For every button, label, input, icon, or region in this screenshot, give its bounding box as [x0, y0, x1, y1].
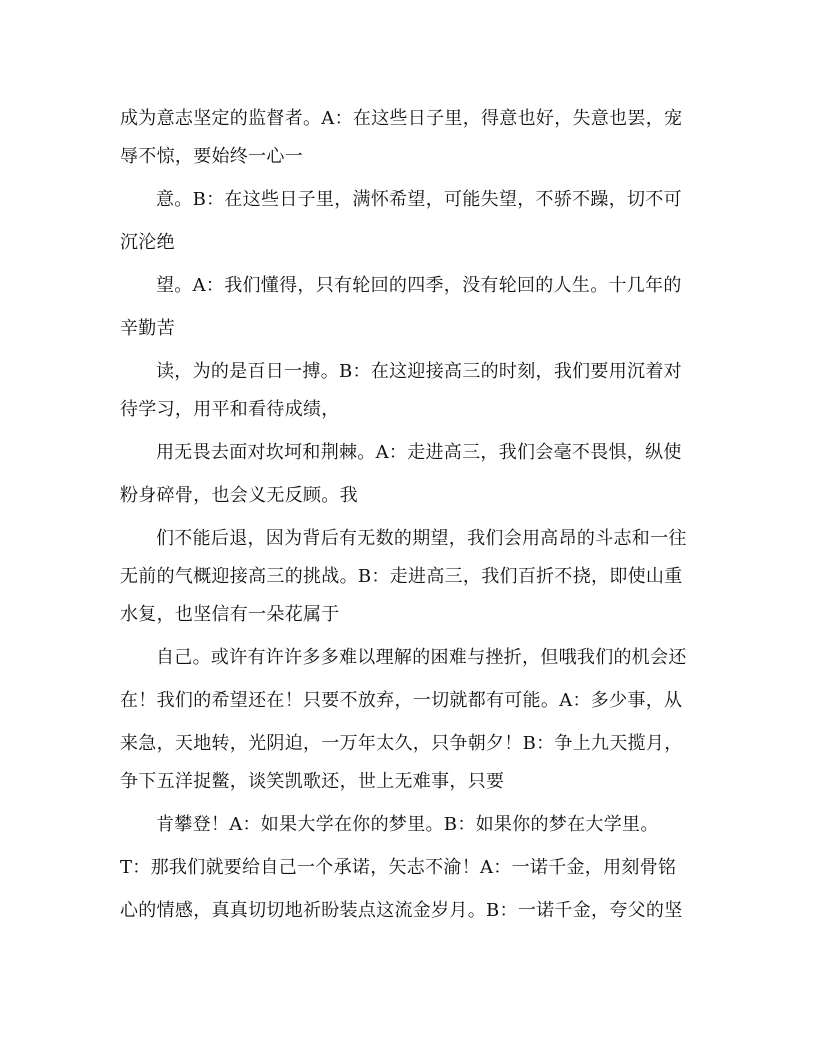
- text-line: 来急，天地转，光阴迫，一万年太久，只争朝夕！B：争上九天揽月，: [120, 733, 683, 754]
- text-line: 读，为的是百日一搏。B：在这迎接高三的时刻，我们要用沉着对: [156, 361, 682, 382]
- text-line: 意。B：在这些日子里，满怀希望，可能失望，不骄不躁，切不可: [156, 189, 682, 210]
- text-line: 争下五洋捉鳖，谈笑凯歌还，世上无难事，只要: [120, 771, 505, 792]
- text-line: 在！我们的希望还在！只要不放弃，一切就都有可能。A：多少事，从: [120, 690, 683, 711]
- text-line: 辛勤苦: [120, 318, 175, 339]
- text-line: 肯攀登！A：如果大学在你的梦里。B：如果你的梦在大学里。: [156, 814, 659, 835]
- text-line: 水复，也坚信有一朵花属于: [120, 604, 340, 625]
- text-line: 自己。或许有许许多多难以理解的困难与挫折，但哦我们的机会还: [156, 647, 687, 668]
- text-line: T：那我们就要给自己一个承诺，矢志不渝！A：一诺千金，用刻骨铭: [120, 857, 677, 878]
- text-line: 沉沦绝: [120, 232, 175, 253]
- text-line: 粉身碎骨，也会义无反顾。我: [120, 485, 358, 506]
- text-line: 成为意志坚定的监督者。A：在这些日子里，得意也好，失意也罢，宠: [120, 108, 683, 129]
- text-line: 待学习，用平和看待成绩，: [120, 399, 340, 420]
- text-line: 辱不惊，要始终一心一: [120, 146, 303, 167]
- text-line: 们不能后退，因为背后有无数的期望，我们会用高昂的斗志和一往: [156, 528, 687, 549]
- text-line: 心的情感，真真切切地祈盼装点这流金岁月。B：一诺千金，夸父的坚: [120, 900, 683, 921]
- text-line: 用无畏去面对坎坷和荆棘。A：走进高三，我们会毫不畏惧，纵使: [156, 442, 682, 463]
- text-line: 无前的气概迎接高三的挑战。B：走进高三，我们百折不挠，即使山重: [120, 566, 683, 587]
- text-line: 望。A：我们懂得，只有轮回的四季，没有轮回的人生。十几年的: [156, 275, 682, 296]
